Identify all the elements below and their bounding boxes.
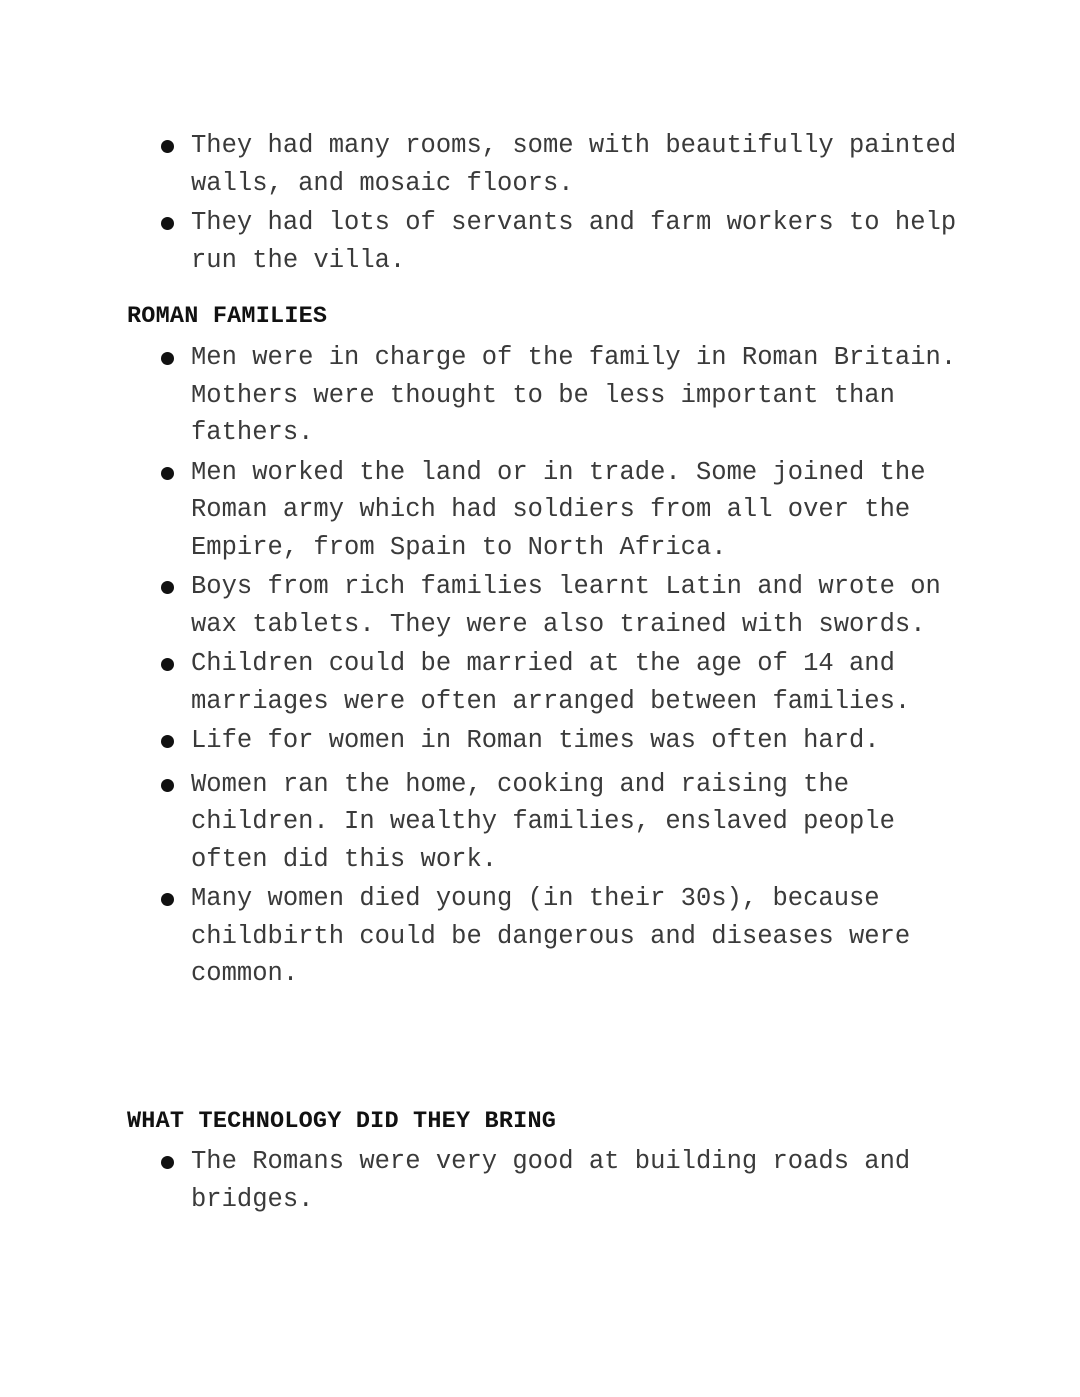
- bullet-icon: [161, 140, 174, 153]
- list-item-text: Men were in charge of the family in Roman Britain. Mothers were thought to be less important than fathers.: [191, 343, 957, 447]
- section-heading-roman-families: ROMAN FAMILIES: [127, 303, 328, 330]
- list-item: [0, 339, 1080, 452]
- list-item-text: Many women died young (in their 30s), because childbirth could be dangerous and diseases were common.: [191, 884, 911, 988]
- list-item-text: Women ran the home, cooking and raising the children. In wealthy families, enslaved people often did this work.: [191, 769, 895, 874]
- list-item: [0, 722, 1080, 760]
- bullet-icon: [161, 893, 174, 906]
- bullet-icon: [161, 735, 174, 748]
- list-item: [0, 454, 1080, 567]
- bullet-icon: [161, 467, 174, 480]
- list-item: [0, 880, 1080, 993]
- list-item: [0, 766, 1080, 879]
- families-section: [0, 339, 1080, 995]
- bullet-icon: [161, 352, 174, 365]
- list-item-text: Life for women in Roman times was often hard.: [191, 726, 880, 755]
- villas-list: [0, 127, 1080, 279]
- bullet-icon: [161, 217, 174, 230]
- list-item: [0, 645, 1080, 720]
- families-list: [0, 339, 1080, 993]
- technology-list: [0, 1143, 1080, 1218]
- bullet-icon: [161, 658, 174, 671]
- bullet-icon: [161, 779, 174, 792]
- bullet-icon: [161, 1156, 174, 1169]
- list-item: [0, 204, 1080, 279]
- list-item: [0, 127, 1080, 202]
- list-item: [0, 568, 1080, 643]
- list-item-text: The Romans were very good at building roads and bridges.: [191, 1147, 911, 1214]
- list-item: [0, 1143, 1080, 1218]
- list-item-text: Boys from rich families learnt Latin and wrote on wax tablets. They were also trained with swords.: [191, 572, 941, 639]
- list-item-text: They had lots of servants and farm workers to help run the villa.: [191, 208, 957, 275]
- technology-section: [0, 1143, 1080, 1220]
- bullet-icon: [161, 581, 174, 594]
- list-item-text: Men worked the land or in trade. Some joined the Roman army which had soldiers from all over the Empire, from Spain to North Africa.: [191, 457, 926, 562]
- section-heading-technology: WHAT TECHNOLOGY DID THEY BRING: [127, 1108, 557, 1135]
- list-item-text: Children could be married at the age of 14 and marriages were often arranged between families.: [191, 649, 911, 716]
- list-item-text: They had many rooms, some with beautifully painted walls, and mosaic floors.: [191, 131, 957, 198]
- villas-section: [0, 127, 1080, 281]
